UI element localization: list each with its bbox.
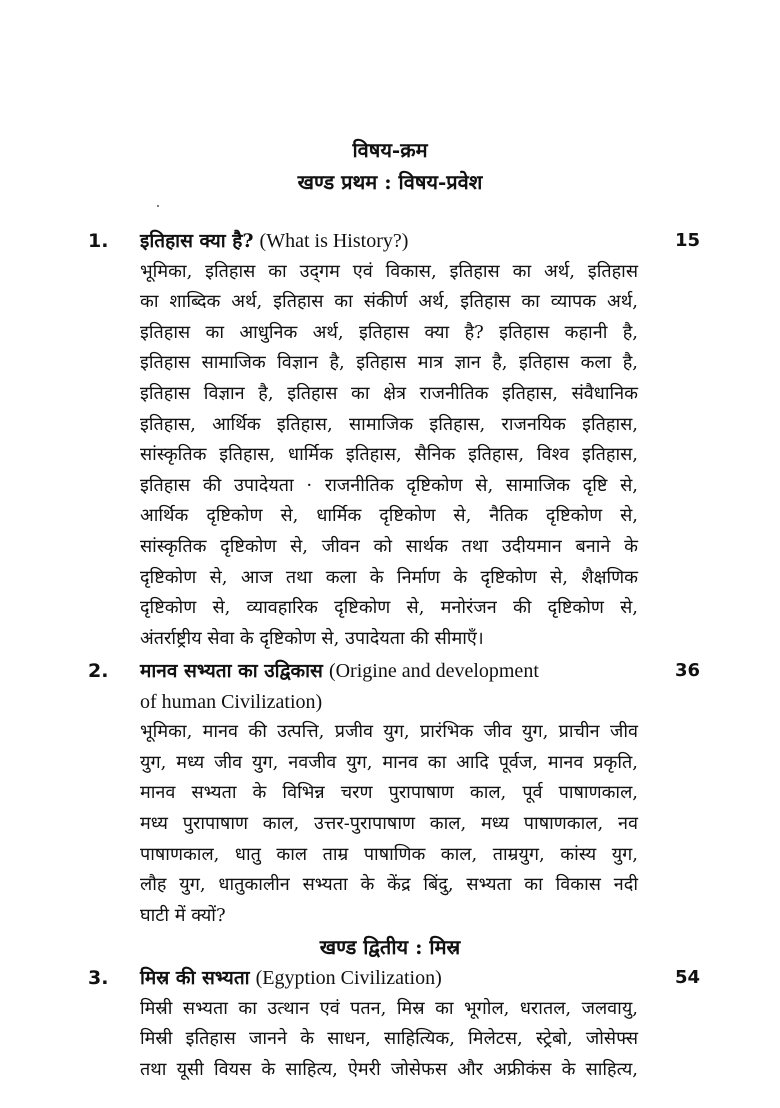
chapter-topic-line: भूमिका, मानव की उत्पत्ति, प्रजीव युग, प्रारंभिक जीव युग, प्राचीन जीव (140, 721, 638, 743)
chapter-topic-line: इतिहास का आधुनिक अर्थ, इतिहास क्या है? इतिहास कहानी है, (140, 321, 638, 343)
chapter-topic-line: लौह युग, धातुकालीन सभ्यता के केंद्र बिंदु, सभ्यता का विकास नदी (140, 874, 638, 896)
chapter-number: 1. (88, 230, 109, 252)
chapter-topic-line: मानव सभ्यता के विभिन्न चरण पुरापाषाण काल, पूर्व पाषाणकाल, (140, 782, 638, 804)
stray-mark (157, 205, 159, 207)
chapter-topic-line: पाषाणकाल, धातु काल ताम्र पाषाणिक काल, ताम्रयुग, कांस्य युग, (140, 843, 638, 865)
chapter-topic-line: दृष्टिकोण से, आज तथा कला के निर्माण के दृष्टिकोण से, शैक्षणिक (140, 566, 638, 588)
chapter-page-number: 15 (674, 230, 700, 251)
chapter-title-english-cont: of human Civilization) (140, 690, 323, 713)
chapter-topic-line: घाटी में क्यों? (140, 904, 226, 926)
chapter-title-hindi: मानव सभ्यता का उद्विकास (140, 660, 323, 682)
chapter-topic-line: आर्थिक दृष्टिकोण से, धार्मिक दृष्टिकोण से, नैतिक दृष्टिकोण से, (140, 505, 638, 527)
chapter-title (140, 226, 640, 256)
chapter-topic-line: युग, मध्य जीव युग, नवजीव युग, मानव का आदि पूर्वज, मानव प्रकृति, (140, 751, 638, 773)
chapter-title (140, 963, 640, 993)
chapter-topic-line: तथा यूसी वियस के साहित्य, ऐमरी जोसेफस और अफ्रीकंस के साहित्य, (140, 1058, 638, 1080)
chapter-topic-line: इतिहास सामाजिक विज्ञान है, इतिहास मात्र ज्ञान है, इतिहास कला है, (140, 352, 638, 374)
chapter-title-hindi: इतिहास क्या है? (140, 230, 254, 252)
chapter-title-english: (Origine and development (328, 660, 539, 682)
chapter-number: 2. (88, 660, 109, 682)
chapter-topic-line: इतिहास की उपादेयता · राजनीतिक दृष्टिकोण से, सामाजिक दृष्टि से, (140, 474, 638, 496)
chapter-topic-line: सांस्कृतिक इतिहास, धार्मिक इतिहास, सैनिक इतिहास, विश्व इतिहास, (140, 444, 638, 466)
section-heading-1: खण्ड प्रथम : विषय-प्रवेश (297, 170, 483, 194)
chapter-topic-line: इतिहास विज्ञान है, इतिहास का क्षेत्र राजनीतिक इतिहास, संवैधानिक (140, 383, 638, 404)
section-heading-2: खण्ड द्वितीय : मिस्र (319, 935, 461, 959)
chapter-number: 3. (88, 967, 109, 989)
chapter-topic-line: मिस्री सभ्यता का उत्थान एवं पतन, मिस्र का भूगोल, धरातल, जलवायु, (140, 997, 638, 1019)
chapter-topic-line: मिस्री इतिहास जानने के साधन, साहित्यिक, मिलेटस, स्ट्रेबो, जोसेफ्स (140, 1028, 638, 1050)
chapter-title-english: (What is History?) (259, 230, 409, 252)
chapter-topic-line: का शाब्दिक अर्थ, इतिहास का संकीर्ण अर्थ, इतिहास का व्यापक अर्थ, (140, 291, 638, 313)
chapter-page-number: 54 (674, 967, 700, 988)
chapter-topic-line: अंतर्राष्ट्रीय सेवा के दृष्टिकोण से, उपादेयता की सीमाएँ। (140, 627, 484, 649)
chapter-title (140, 656, 640, 686)
chapter-topic-line: इतिहास, आर्थिक इतिहास, सामाजिक इतिहास, राजनयिक इतिहास, (140, 413, 638, 435)
chapter-topic-line: भूमिका, इतिहास का उद्‌गम एवं विकास, इतिहास का अर्थ, इतिहास (140, 260, 638, 282)
contents-heading: विषय-क्रम (352, 138, 428, 162)
chapter-title-english: (Egyption Civilization) (255, 967, 442, 989)
chapter-title-continuation (140, 687, 640, 717)
chapter-title-hindi: मिस्र की सभ्यता (140, 967, 250, 989)
chapter-topic-line: सांस्कृतिक दृष्टिकोण से, जीवन को सार्थक तथा उदीयमान बनाने के (140, 536, 638, 557)
chapter-topic-line: मध्य पुरापाषाण काल, उत्तर-पुरापाषाण काल, मध्य पाषाणकाल, नव (140, 813, 638, 834)
chapter-topic-line: दृष्टिकोण से, व्यावहारिक दृष्टिकोण से, मनोरंजन की दृष्टिकोण से, (140, 597, 638, 619)
chapter-page-number: 36 (674, 660, 700, 681)
